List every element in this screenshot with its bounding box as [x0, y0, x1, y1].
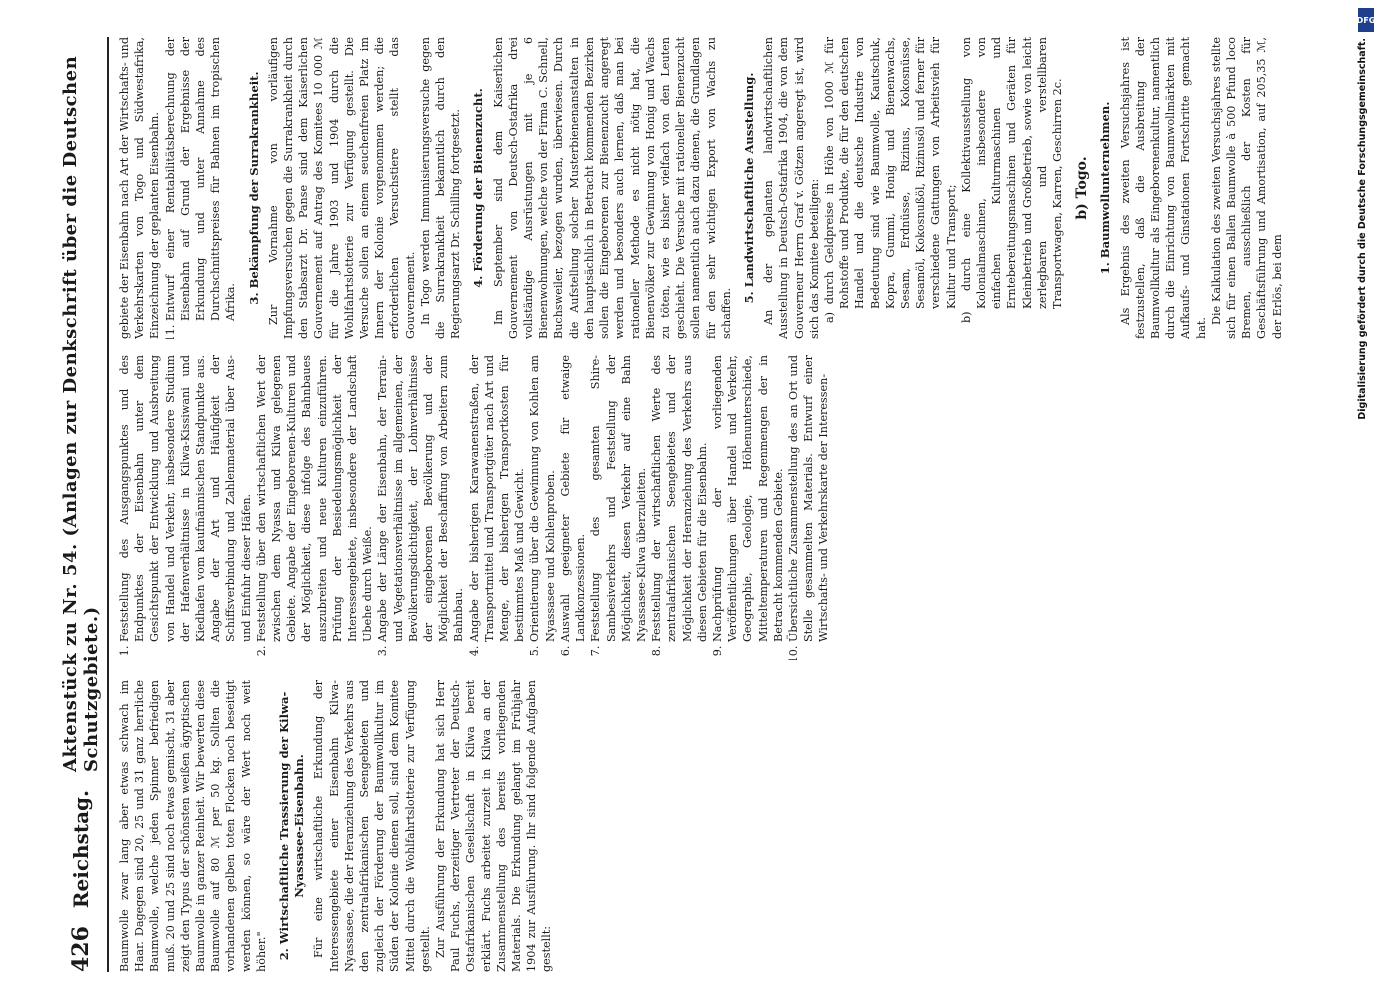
page-number: 426 [68, 926, 94, 972]
paragraph: Als Ergebnis des zweiten Versuchsjahres ist festzustellen, daß die Ausbreitung der Baumwollkultur als Eingeborenenkultur, namentlich durch die Einrichtung von Baumwollmärkten mit Aufkaufs- und Ginstationen Fortschritte gemacht hat. [1118, 37, 1208, 339]
sub-item-a: a) durch Geldpreise in Höhe von 1000 ℳ für Rohstoffe und Produkte, die für den deutschen Handel und die deutsche Industrie von Bedeutung sind wie Baumwolle, Kautschuk, Kopra, Gummi, Honig und Bienenwachs, Sesam, Erdnüsse, Rizinus, Kokosnüsse, Sesamöl, Kokosnußöl, Rizinusöl und ferner für verschiedene Gattungen von Arbeitsvieh für Kultur und Transport; [822, 37, 958, 323]
list-item: 3. Angabe der Länge der Eisenbahn, der Terrain- und Vegetationsverhältnisse im allgemeinen, der Bevölkerungsdichtigkeit, der Lohnverhältnisse der eingeborenen Bevölkerung und der Möglichkeit der Beschaffung von Arbeitern zum Bahnbau. [375, 355, 466, 642]
sub-list [822, 37, 1065, 339]
section-heading-ausstellung: 5. Landwirtschaftliche Ausstellung. [741, 72, 756, 304]
paragraph: Zur Vornahme von vorläufigen Impfungsversuchen gegen die Surrakrankheit durch den Stabsarzt Dr. Panse sind dem Kaiserlichen Gouvernement auf Antrag des Komitees 10 000 ℳ für die Jahre 1903 und 1904 durch die Wohlfahrtslotterie zur Verfügung gestellt. Die Versuche sollen an einem seuchenfreien Platz im Innern der Kolonie vorgenommen werden; die erforderlichen Versuchstiere stellt das Gouvernement. [266, 37, 417, 339]
paragraph: Die Kalkulation des zweiten Versuchsjahres stellte sich für einen Ballen Baumwolle à 500 Pfund loco Bremen, ausschließlich der Kosten für Geschäftsführung und Amortisation, auf 205,35 ℳ, der Erlös, bei dem [1209, 37, 1284, 339]
sub-item-b: b) durch eine Kollektivausstellung von Kolonialmaschinen, insbesondere von einfachen Kulturmaschinen und Erntebereitungsmaschinen und Geräten für Kleinbetrieb und Großbetrieb, sowie von leicht zerlegbaren und verstellbaren Transportwagen, Karren, Geschirren 2c. [959, 37, 1064, 323]
page-header [55, 37, 109, 972]
section-heading-togo: b) Togo. [1074, 156, 1091, 220]
column-3 [117, 37, 1345, 339]
continuation-text: gebiete der Eisenbahn nach Art der Wirtschafts- und Verkehrskarten von Togo und Südwestafrika, Einzeichnung der geplanten Eisenbahn. [118, 37, 162, 339]
paragraph: Für eine wirtschaftliche Erkundung der Interessengebiete einer Eisenbahn Kilwa-Nyassasee, die der Heranziehung des Verkehrs aus den zentralafrikanischen Seengebieten und zugleich der Förderung der Baumwollkultur im Süden der Kolonie dienen soll, sind dem Komitee Mittel durch die Wohlfahrtslotterie zur Verfügung gestellt. [312, 680, 432, 972]
rotated-page [55, 37, 1353, 972]
section-heading-bienenzucht: 4. Förderung der Bienenzucht. [471, 88, 486, 288]
list-item: 2. Feststellung über den wirtschaftlichen Wert der zwischen dem Nyassa und Kilwa gelegenen Gebiete. Angabe der Eingeborenen-Kulturen und der Möglichkeit, diese infolge des Bahnbaues auszubreiten und neue Kulturen einzuführen. Prüfung der Besiedelungsmöglichkeit der Interessengebiete, insbesondere der Landschaft Ubehe durch Weiße. [254, 355, 376, 642]
paragraph: Zur Ausführung der Erkundung hat sich Herr Paul Fuchs, derzeitiger Vertreter der Deutsch-Ostafrikanischen Gesellschaft in Kilwa bereit erklärt. Fuchs arbeitet zurzeit in Kilwa an der Zusammenstellung des bereits vorliegenden Materials. Die Erkundung gelangt im Frühjahr 1904 zur Ausführung. Ihr sind folgende Aufgaben gestellt: [434, 680, 554, 972]
list-item: 10. Übersichtliche Zusammenstellung des an Ort und Stelle gesammelten Materials. Entwurf einer Wirtschafts- und Verkehrskarte der Interessen- [786, 355, 832, 642]
column-1 [117, 680, 1345, 972]
task-list-cont [163, 37, 239, 339]
paragraph: In Togo werden Immunisierungsversuche gegen die Surrakrankheit bekanntlich durch den Regierungsarzt Dr. Schilling fortgesetzt. [418, 37, 463, 339]
dfg-sidebar [1355, 8, 1379, 992]
dfg-logo-icon: DFG [1358, 8, 1374, 32]
list-item: 7. Feststellung des gesamten Shire-Sambesiverkehrs und Feststellung der Möglichkeit, diesen Verkehr auf eine Bahn Nyassasee-Kilwa überzuleiten. [588, 355, 649, 642]
list-item: 9. Nachprüfung der vorliegenden Veröffentlichungen über Handel und Verkehr, Geographie, Geologie, Höhenunterschiede, Mitteltemperaturen und Regenmengen der in Betracht kommenden Gebiete. [710, 355, 786, 642]
paragraph: An der geplanten landwirtschaftlichen Ausstellung in Deutsch-Ostafrika 1904, die von dem Gouverneur Herrn Graf v. Götzen angeregt ist, wird sich das Komitee beteiligen: [762, 37, 821, 339]
list-item: 8. Feststellung der wirtschaftlichen Werte des zentralafrikanischen Seengebietes und der Möglichkeit der Heranziehung des Verkehrs aus diesen Gebieten für die Eisenbahn. [649, 355, 710, 642]
funding-note: Digitalisierung gefördert durch die Deutsche Forschungsgemeinschaft. [1357, 38, 1368, 420]
list-item: 5. Orientierung über die Gewinnung von Kohlen am Nyassasee und Kohlenproben. [527, 355, 557, 642]
list-item: 1. Feststellung des Ausgangspunktes und des Endpunktes der Eisenbahn unter dem Gesichtspunkt der Entwicklung und Ausbreitung von Handel und Verkehr, insbesondere Studium der Hafenverhältnisse in Kilwa-Kissiwani und Kiedhafen vom kaufmännischen Standpunkte aus. Angabe der Art und Häufigkeit der Schiffsverbindung und Zahlenmaterial über Aus- und Einfuhr dieser Häfen. [117, 355, 254, 642]
header-left-label: Reichstag. [69, 789, 93, 909]
list-item: 6. Auswahl geeigneter Gebiete für etwaige Landkonzessionen. [558, 355, 588, 642]
section-heading-baumwolle: 1. Baumwollunternehmen. [1098, 101, 1113, 275]
page-title: Aktenstück zu Nr. 54. (Anlagen zur Denkschrift über die Deutschen Schutzgebiete.) [60, 55, 102, 772]
section-heading-trassierung: 2. Wirtschaftliche Trassierung der Kilwa-Nyassasee-Eisenbahn. [277, 691, 307, 961]
list-item: 11. Entwurf einer Rentabilitätsberechnung der Eisenbahn auf Grund der Ergebnisse der Erkundung und unter Annahme des Durchschnittspreises für Bahnen im tropischen Afrika. [163, 37, 239, 321]
list-item: 4. Angabe der bisherigen Karawanenstraßen, der Transportmittel und Transportgüter nach Art und Menge, der bisherigen Transportkosten für bestimmtes Maß und Gewicht. [467, 355, 528, 642]
paragraph: Im September sind dem Kaiserlichen Gouvernement von Deutsch-Ostafrika drei vollständige Ausrüstungen mit je 6 Bienenwohnungen, welche von der Firma C. Schnell, Buchsweiler, bezogen wurden, überwiesen. Durch die Aufstellung solcher Musterbienenanstalten in den hauptsächlich in Betracht kommenden Bezirken sollen die Eingeborenen zur Bienenzucht angeregt werden und besonders auch lernen, daß man bei rationeller Methode es nicht nötig hat, die Bienenvölker zur Gewinnung von Honig und Wachs zu töten, wie es bisher vielfach von den Leuten geschieht. Die Versuche mit rationeller Bienenzucht sollen namentlich auch dazu dienen, die Grundlagen für den sehr wichtigen Export von Wachs zu schaffen. [491, 37, 733, 339]
task-list [117, 355, 832, 660]
intro-paragraph: Baumwolle zwar lang aber etwas schwach im Haar. Dagegen sind 20, 25 und 31 ganz herrliche Baumwolle, welche jeden Spinner befriedigen muß. 20 und 25 sind noch etwas gemischt, 31 aber zeigt den Typus der schönsten weißen ägyptischen Baumwolle in ganzer Reinheit. Wir bewerten diese Baumwolle auf 80 ℳ per 50 kg. Sollten die vorhandenen gelben toten Flocken noch beseitigt werden können, so wäre der Wert noch weit höher." [118, 680, 268, 972]
section-heading-surra: 3. Bekämpfung der Surrakrankheit. [246, 71, 261, 305]
column-2 [117, 355, 1345, 660]
